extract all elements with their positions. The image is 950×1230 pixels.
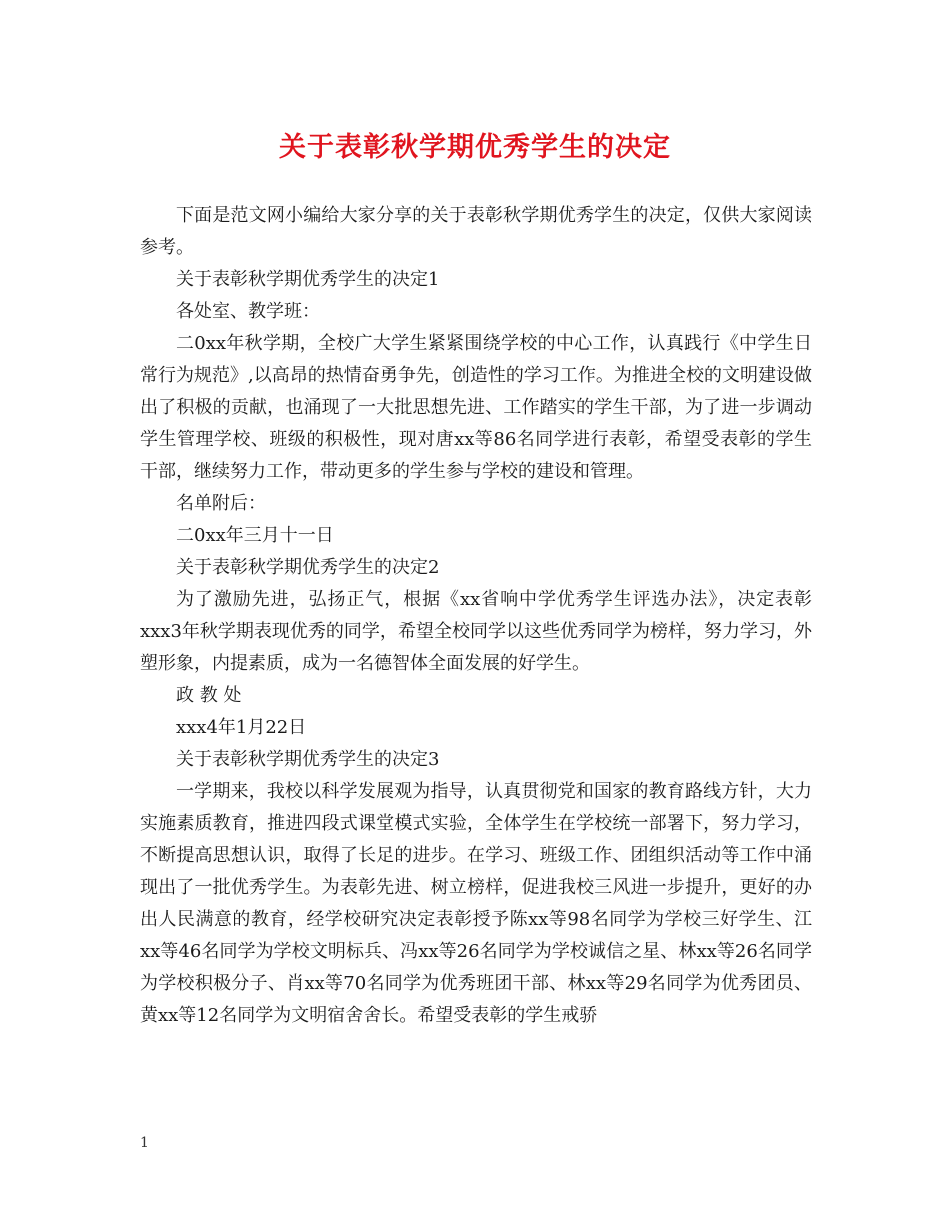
section-heading-3: 关于表彰秋学期优秀学生的决定3 [176, 749, 440, 770]
body-paragraph: 一学期来，我校以科学发展观为指导，认真贯彻党和国家的教育路线方针，大力实施素质教育，推进四段式课堂模式实验，全体学生在学校统一部署下，努力学习，不断提高思想认识，取得了长足的进步。在学习、班级工作、团组织活动等工作中涌现出了一批优秀学生。为表彰先进、树立榜样，促进我校三风进一步提升，更好的办出人民满意的教育，经学校研究决定表彰授予陈xx等98名同学为学校三好学生、江xx等46名同学为学校文明标兵、冯xx等26名同学为学校诚信之星、林xx等26名同学为学校积极分子、肖xx等70名同学为优秀班团干部、林xx等29名同学为优秀团员、黄xx等12名同学为文明宿舍舍长。希望受表彰的学生戒骄 [140, 781, 812, 1026]
section-heading-2: 关于表彰秋学期优秀学生的决定2 [176, 557, 440, 578]
intro-paragraph: 下面是范文网小编给大家分享的关于表彰秋学期优秀学生的决定，仅供大家阅读参考。 [140, 205, 812, 258]
body-paragraph: 二0xx年秋学期，全校广大学生紧紧围绕学校的中心工作，认真践行《中学生日常行为规范》,以高昂的热情奋勇争先，创造性的学习工作。为推进全校的文明建设做出了积极的贡献，也涌现了一大批思想先进、工作踏实的学生干部，为了进一步调动学生管理学校、班级的积极性，现对唐xx等86名同学进行表彰，希望受表彰的学生干部，继续努力工作，带动更多的学生参与学校的建设和管理。 [140, 333, 812, 482]
date-line: 二0xx年三月十一日 [176, 525, 334, 546]
page-number: 1 [140, 1135, 149, 1151]
date-line: xxx4年1月22日 [176, 717, 307, 738]
salutation: 各处室、教学班： [176, 301, 320, 322]
document-body [140, 200, 812, 1032]
section-heading-1: 关于表彰秋学期优秀学生的决定1 [176, 269, 440, 290]
document-title: 关于表彰秋学期优秀学生的决定 [279, 132, 671, 163]
attachment-note: 名单附后： [176, 493, 266, 514]
body-paragraph: 为了激励先进，弘扬正气，根据《xx省响中学优秀学生评选办法》，决定表彰xxx3年秋学期表现优秀的同学，希望全校同学以这些优秀同学为榜样，努力学习，外塑形象，内提素质，成为一名德智体全面发展的好学生。 [140, 589, 812, 674]
signature-line: 政 教 处 [176, 685, 242, 706]
